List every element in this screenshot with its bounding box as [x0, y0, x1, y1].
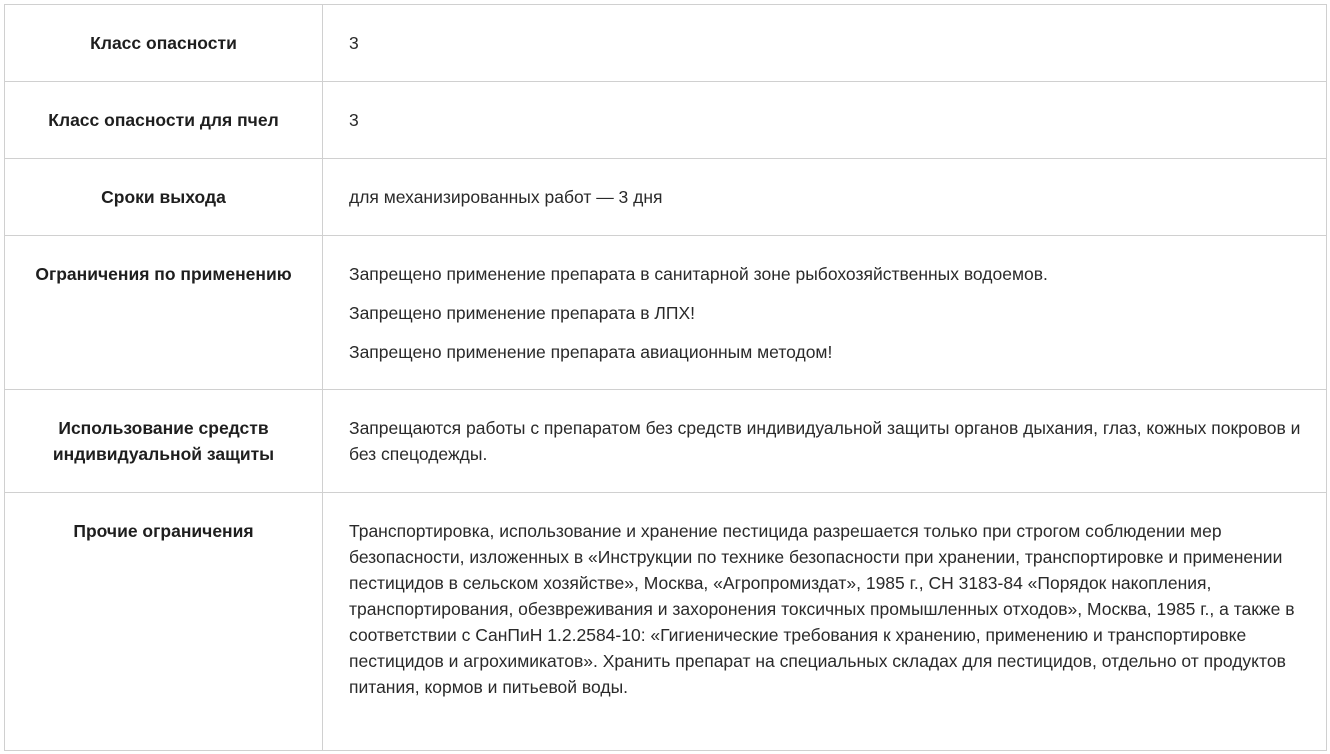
- value-paragraph: для механизированных работ — 3 дня: [349, 187, 663, 207]
- row-value: [323, 159, 1327, 236]
- row-label: Сроки выхода: [5, 159, 323, 236]
- value-paragraph: 3: [349, 110, 359, 130]
- value-paragraph: 3: [349, 33, 359, 53]
- value-paragraph: Запрещено применение препарата в ЛПХ!: [349, 303, 696, 323]
- specification-table: [4, 4, 1327, 751]
- row-label: Ограничения по применению: [5, 236, 323, 390]
- value-paragraph: Запрещаются работы с препаратом без средств индивидуальной защиты органов дыхания, глаз, кожных покровов и без спецодежды.: [349, 418, 1301, 464]
- row-label: Прочие ограничения: [5, 493, 323, 751]
- value-paragraph: Запрещено применение препарата авиационным методом!: [349, 342, 833, 362]
- row-value: [323, 236, 1327, 390]
- row-value: [323, 390, 1327, 493]
- row-value: [323, 5, 1327, 82]
- row-value: [323, 493, 1327, 751]
- table-row-hazard-class: [5, 5, 1327, 82]
- table-row-usage-restrictions: [5, 236, 1327, 390]
- value-paragraph: Запрещено применение препарата в санитарной зоне рыбохозяйственных водоемов.: [349, 264, 1048, 284]
- table-row-exit-terms: [5, 159, 1327, 236]
- table-row-protective-equipment: [5, 390, 1327, 493]
- row-label: Класс опасности для пчел: [5, 82, 323, 159]
- table-row-bee-hazard-class: [5, 82, 1327, 159]
- value-paragraph: Транспортировка, использование и хранение пестицида разрешается только при строгом соблюдении мер безопасности, изложенных в «Инструкции по технике безопасности при хранении, транспортировке и применении пестицидов в сельском хозяйстве», Москва, «Агропромиздат», 1985 г., СН 3183-84 «Порядок накопления, транспортирования, обезвреживания и захоронения токсичных промышленных отходов», Москва, 1985 г., а также в соответствии с СанПиН 1.2.2584-10: «Гигиенические требования к хранению, применению и транспортировке пестицидов и агрохимикатов». Хранить препарат на специальных складах для пестицидов, отдельно от продуктов питания, кормов и питьевой воды.: [349, 521, 1295, 697]
- table-row-other-restrictions: [5, 493, 1327, 751]
- row-label: Класс опасности: [5, 5, 323, 82]
- row-label: Использование средств индивидуальной защиты: [5, 390, 323, 493]
- row-value: [323, 82, 1327, 159]
